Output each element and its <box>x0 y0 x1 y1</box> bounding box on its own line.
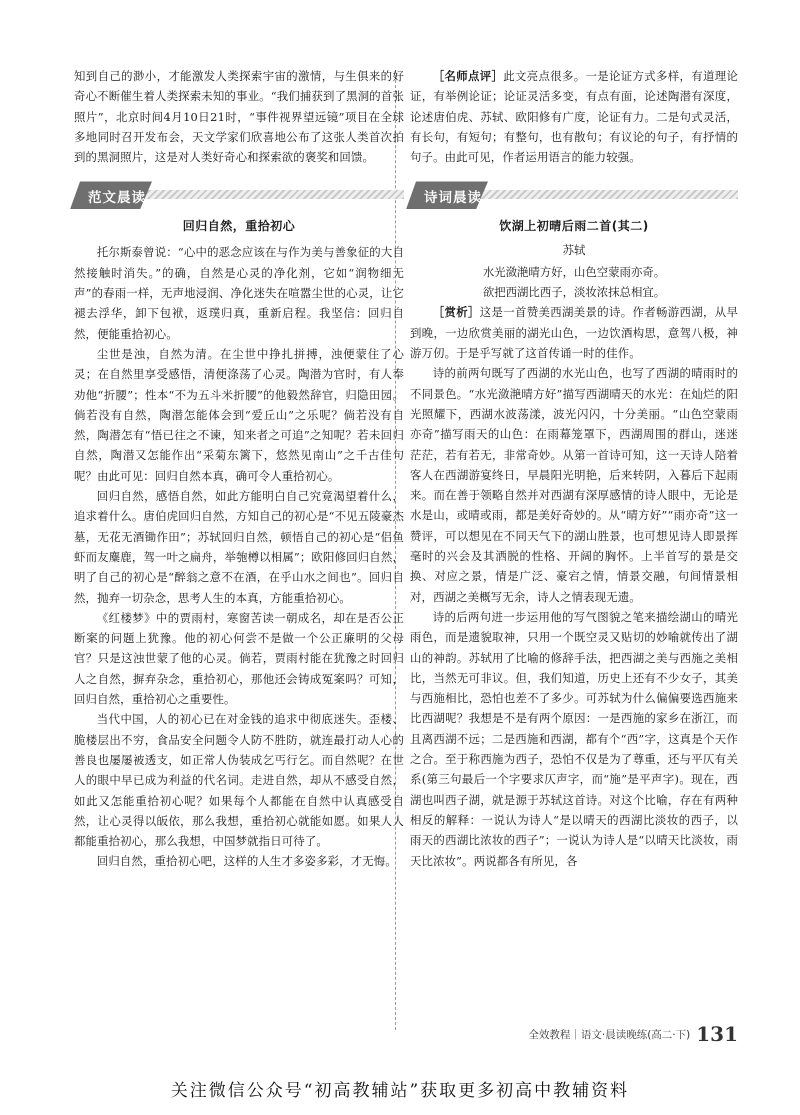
poem-line: 欲把西湖比西子，淡妆浓抹总相宜。 <box>482 285 666 300</box>
comment-text: 此文亮点很多。一是论证方式多样，有道理论证，有举例论证；论证灵活多变，有点有面，论述陶潜有深度，论述唐伯虎、苏轼、欧阳修有广度，论证有力。二是句式灵活，有长句，有短句；有整句，也有散句；有议论的句子，有抒情的句子。由此可见，作者运用语言的能力较强。 <box>410 69 738 165</box>
section-label: 诗词晨读 <box>424 190 482 207</box>
section-banner-model-essay <box>70 181 404 209</box>
comment-tag: ［名师点评］ <box>432 69 504 83</box>
essay-paragraph: 回归自然，感悟自然，如此方能明白自己究竟渴望着什么，追求着什么。唐伯虎回归自然，方知自己的初心是“不见五陵豪杰墓，无花无酒锄作田”；苏轼回归自然，顿悟自己的初心是“侣鱼虾而友麋鹿，驾一叶之扁舟，举匏樽以相属”；欧阳修回归自然，明了自己的初心是“醉翁之意不在酒，在乎山水之间也”。回归自然，抛弃一切杂念，思考人生的本真，方能重拾初心。 <box>74 489 404 605</box>
right-column <box>410 66 738 871</box>
poem-author: 苏轼 <box>562 243 586 258</box>
appreciation-tag: ［赏析］ <box>432 305 480 320</box>
appreciation-paragraph <box>410 302 738 363</box>
poem-line: 水光潋滟晴方好，山色空蒙雨亦奇。 <box>482 265 666 280</box>
section-banner-poetry <box>406 181 738 209</box>
section-label: 范文晨读 <box>88 190 146 207</box>
appreciation-paragraph: 诗的后两句进一步运用他的写气图貌之笔来描绘湖山的晴光雨色，而是遗貌取神，只用一个既空灵又贴切的妙喻就传出了湖山的神韵。苏轼用了比喻的修辞手法，把西湖之美与西施之美相比，当然无可非议。但，我们知道，历史上还有不少女子，其美与西施相比，恐怕也差不了多少。可苏轼为什么偏偏要选西施来比西湖呢？我想是不是有两个原因：一是西施的家乡在浙江，而且离西湖不远；二是西施和西湖，都有个“西”字，这真是个天作之合。至于称西施为西子，恐怕不仅是为了尊重，还与平仄有关系(第三句最后一个字要求仄声字，而“施”是平声字)。现在，西湖也叫西子湖，就是源于苏轼这首诗。对这个比喻，存在有两种相反的解释：一说认为诗人“是以晴天的西湖比淡妆的西子，以雨天的西湖比浓妆的西子”；一说认为诗人是“以晴天比淡妆，雨天比浓妆”。两说都各有所见，各 <box>410 609 738 868</box>
teacher-comment <box>410 66 738 167</box>
watermark-text: 关注微信公众号“初高教辅站”获取更多初高中教辅资料 <box>170 1081 630 1101</box>
essay-title: 回归自然，重拾初心 <box>182 219 296 234</box>
page-number: 131 <box>696 1022 738 1046</box>
poem-title: 饮湖上初晴后雨二首(其二) <box>499 219 649 234</box>
essay-paragraph: 《红楼梦》中的贾雨村，寒窗苦读一朝成名，却在是否公正断案的问题上犹豫。他的初心何尝不是做一个公正廉明的父母官？只是这浊世蒙了他的心灵。倘若，贾雨村能在犹豫之时回归人之自然，摒弃杂念，重拾初心，那他还会铸成冤案吗？可知，回归自然，重拾初心之重要性。 <box>74 610 404 707</box>
essay-paragraph: 尘世是浊，自然为清。在尘世中挣扎拼搏，浊便蒙住了心灵；在自然里享受感悟，清便涤荡了心灵。陶潜为官时，有人奉劝他“折腰”；性本“不为五斗米折腰”的他毅然辞官，归隐田园。倘若没有自然，陶潜怎能体会到“爱丘山”之乐呢？倘若没有自然，陶潜怎有“悟已往之不谏，知来者之可追”之知呢？若未回归自然，陶潜又怎能作出“采菊东篱下，悠然见南山”之千古佳句呢？由此可见：回归自然本真，确可令人重拾初心。 <box>74 346 404 483</box>
essay-paragraph: 回归自然，重拾初心吧，这样的人生才多姿多彩，才无悔。 <box>96 854 397 869</box>
footer-label: 全效教程｜语文·晨读晚练(高二·下) <box>528 1029 691 1041</box>
essay-paragraph: 当代中国，人的初心已在对金钱的追求中彻底迷失。歪楼、脆楼层出不穷，食品安全问题令人防不胜防，就连最打动人心的善良也屡屡被透支，如正常人伪装成乞丐行乞。而自然呢？在世人的眼中早已成为利益的代名词。走进自然，却从不感受自然，如此又怎能重拾初心呢？如果每个人都能在自然中认真感受自然，让心灵得以皈依，那么我想，重拾初心就能如愿。如果人人都能重拾初心，那么我想，中国梦就指日可待了。 <box>74 712 404 849</box>
left-column <box>74 66 404 872</box>
essay-paragraph: 托尔斯泰曾说：“心中的恶念应该在与作为美与善象征的大自然接触时消失。”的确，自然是心灵的净化剂，它如“润物细无声”的春雨一样，无声地浸润、净化迷失在喧嚣尘世的心灵，让它褪去浮华，卸下包袱，返璞归真，重新启程。我坚信：回归自然，便能重拾初心。 <box>74 245 404 341</box>
intro-paragraph: 知到自己的渺小，才能激发人类探索宇宙的激情，与生俱来的好奇心不断催生着人类探索未知的事业。“我们捕获到了黑洞的首张照片”，北京时间4月10日21时，“事件视界望远镜”项目在全球多地同时召开发布会，天文学家们欣喜地公布了这张人类首次拍到的黑洞照片，这是对人类好奇心和探索欲的褒奖和回馈。 <box>74 69 404 165</box>
appreciation-text: 这是一首赞美西湖美景的诗。作者畅游西湖，从早到晚，一边欣赏美丽的湖光山色，一边饮酒构思，意驾八极，神游万仞。于是乎写就了这首传诵一时的佳作。 <box>410 305 738 361</box>
page-footer <box>528 1022 738 1046</box>
appreciation-paragraph: 诗的前两句既写了西湖的水光山色，也写了西湖的晴雨时的不同景色。“水光潋滟晴方好”描写西湖晴天的水光：在灿烂的阳光照耀下，西湖水波荡漾，波光闪闪，十分美丽。“山色空蒙雨亦奇”描写雨天的山色：在雨幕笼罩下，西湖周围的群山，迷迷茫茫，若有若无，非常奇妙。从第一首诗可知，这一天诗人陪着客人在西湖游宴终日，早晨阳光明艳，后来转阴，入暮后下起雨来。而在善于领略自然并对西湖有深厚感情的诗人眼中，无论是水是山，或晴或雨，都是美好奇妙的。从“晴方好”“雨亦奇”这一赞评，可以想见在不同天气下的湖山胜景，也可想见诗人即景挥毫时的兴会及其洒脱的性格、开阔的胸怀。上半首写的景是交换、对应之景，情是广泛、豪宕之情，情景交融，句间情景相对，西湖之美概写无余，诗人之情表现无遗。 <box>410 366 738 604</box>
